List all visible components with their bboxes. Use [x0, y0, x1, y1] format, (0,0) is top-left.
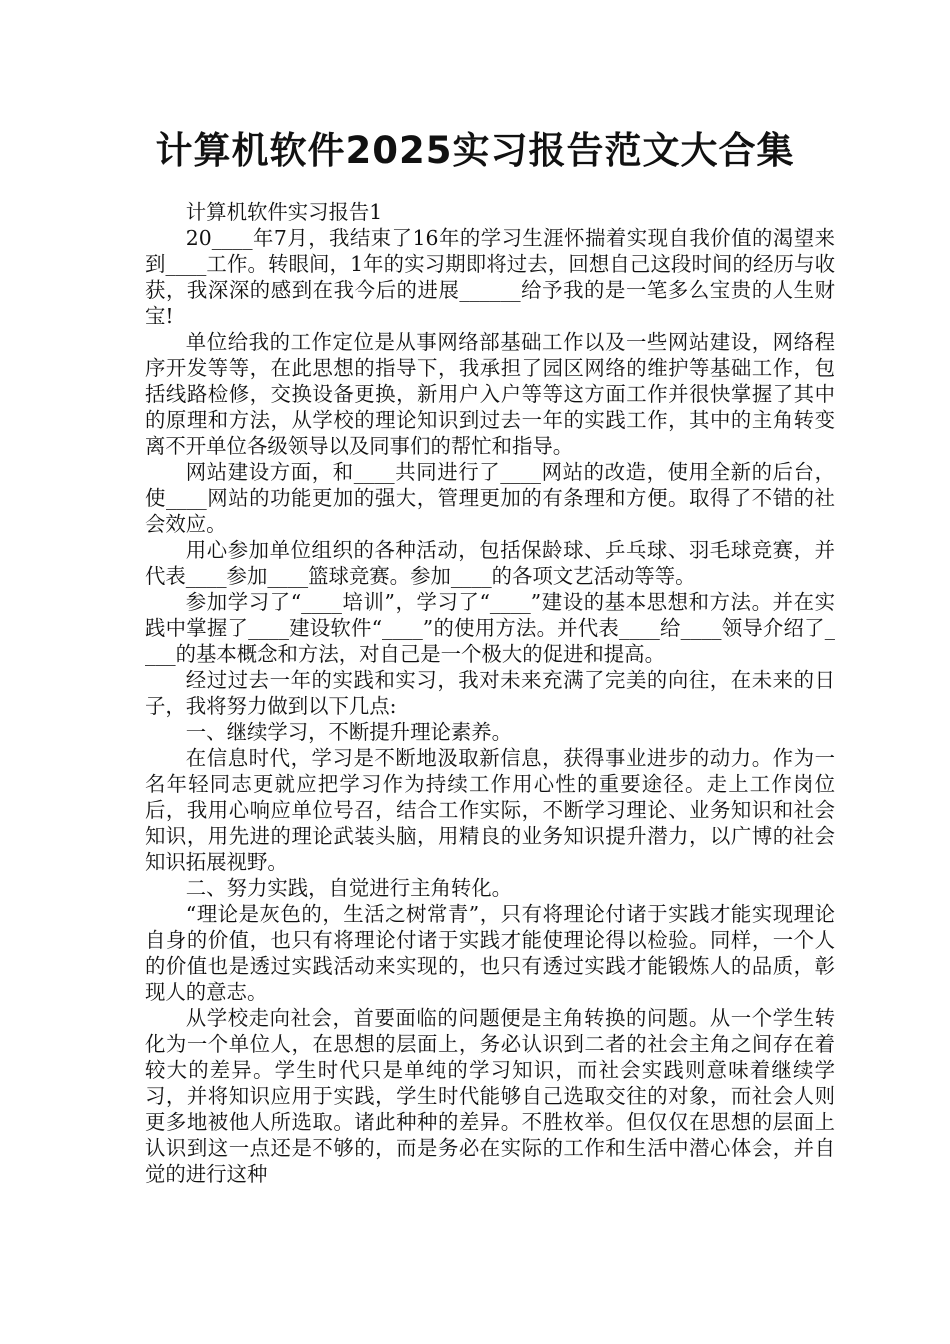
list-heading: 一、继续学习，不断提升理论素养。 — [185, 720, 513, 744]
paragraph: 经过过去一年的实践和实习，我对未来充满了完美的向往，在未来的日子，我将努力做到以下几点: — [145, 668, 835, 718]
paragraph: 在信息时代，学习是不断地汲取新信息，获得事业进步的动力。作为一名年轻同志更就应把学习作为持续工作用心性的重要途径。走上工作岗位后，我用心响应单位号召，结合工作实际，不断学习理论、业务知识和社会知识，用先进的理论武装头脑，用精良的业务知识提升潜力，以广博的社会知识拓展视野。 — [145, 746, 835, 874]
paragraph: “理论是灰色的，生活之树常青”，只有将理论付诸于实践才能实现理论自身的价值，也只有将理论付诸于实践才能使理论得以检验。同样，一个人的价值也是透过实践活动来实现的，也只有透过实践才能锻炼人的品质，彰现人的意志。 — [145, 902, 835, 1004]
paragraph: 从学校走向社会，首要面临的问题便是主角转换的问题。从一个学生转化为一个单位人，在思想的层面上，务必认识到二者的社会主角之间存在着较大的差异。学生时代只是单纯的学习知识，而社会实践则意味着继续学习，并将知识应用于实践，学生时代能够自己选取交往的对象，而社会人则更多地被他人所选取。诸此种种的差异。不胜枚举。但仅仅在思想的层面上认识到这一点还是不够的，而是务必在实际的工作和生活中潜心体会，并自觉的进行这种 — [145, 1006, 835, 1186]
document-title: 计算机软件2025实习报告范文大合集 — [155, 129, 795, 172]
paragraph: 用心参加单位组织的各种活动，包括保龄球、乒乓球、羽毛球竞赛，并代表____参加____篮球竞赛。参加____的各项文艺活动等等。 — [145, 538, 835, 588]
paragraph: 网站建设方面，和____共同进行了____网站的改造，使用全新的后台，使____网站的功能更加的强大，管理更加的有条理和方便。取得了不错的社会效应。 — [145, 460, 835, 536]
paragraph: 参加学习了“____培训”，学习了“____”建设的基本思想和方法。并在实践中掌握了____建设软件“____”的使用方法。并代表____给____领导介绍了____的基本概念和方法，对自己是一个极大的促进和提高。 — [145, 590, 835, 666]
list-heading: 二、努力实践，自觉进行主角转化。 — [185, 876, 513, 900]
section-heading: 计算机软件实习报告1 — [185, 200, 383, 224]
document-body — [145, 199, 835, 1187]
paragraph: 20____年7月，我结束了16年的学习生涯怀揣着实现自我价值的渴望来到____工作。转眼间，1年的实习期即将过去，回想自己这段时间的经历与收获，我深深的感到在我今后的进展______给予我的是一笔多么宝贵的人生财宝! — [145, 226, 835, 328]
paragraph: 单位给我的工作定位是从事网络部基础工作以及一些网站建设，网络程序开发等等，在此思想的指导下，我承担了园区网络的维护等基础工作，包括线路检修，交换设备更换，新用户入户等等这方面工作并很快掌握了其中的原理和方法，从学校的理论知识到过去一年的实践工作，其中的主角转变离不开单位各级领导以及同事们的帮忙和指导。 — [145, 330, 835, 458]
